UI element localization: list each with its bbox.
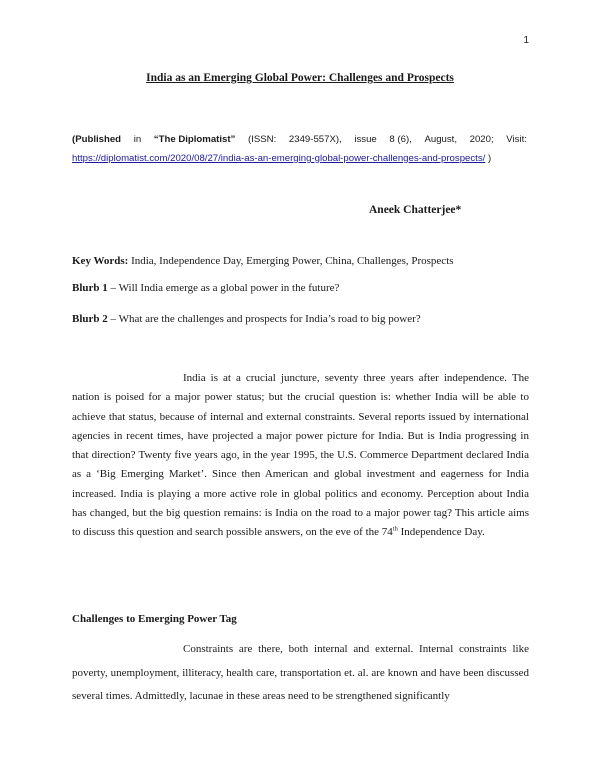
blurb-1-label: Blurb 1: [72, 282, 108, 294]
pub-visit: Visit:: [506, 134, 527, 145]
pub-year: 2020;: [469, 134, 494, 145]
pub-issn-label: (ISSN:: [248, 134, 277, 145]
blurb-2-text: – What are the challenges and prospects for India’s road to big power?: [107, 313, 421, 325]
intro-text-end: Independence Day.: [397, 526, 485, 539]
blurb-1-text: – Will India emerge as a global power in the future?: [107, 282, 340, 294]
section-paragraph: Constraints are there, both internal and external. Internal constraints like poverty, unemployment, illiteracy, health care, transportation et. al. are known and have been discussed several times. Admittedly, lacunae in these areas need to be strengthened significantly: [72, 643, 529, 702]
pub-issue-word: issue: [354, 134, 377, 145]
keywords-label: Key Words:: [72, 255, 129, 267]
pub-open: (Published: [72, 134, 122, 145]
keywords-text: India, Independence Day, Emerging Power, China, Challenges, Prospects: [128, 255, 454, 267]
blurb-1: [72, 282, 339, 294]
intro-superscript: th: [392, 525, 398, 533]
pub-month: August,: [424, 134, 457, 145]
publication-link[interactable]: https://diplomatist.com/2020/08/27/india-as-an-emerging-global-power-challenges-and-prospects/: [72, 153, 486, 164]
publication-info: [72, 130, 527, 168]
pub-in: in: [133, 134, 142, 145]
author-name: Aneek Chatterjee*: [369, 204, 462, 216]
blurb-2-label: Blurb 2: [72, 313, 108, 325]
intro-text: India is at a crucial juncture, seventy three years after independence. The nation is poised for a major power status; but the crucial question is: whether India will be able to achieve that status, because of internal and external constraints. Several reports issued by international agencies in recent times, have projected a major power picture for India. But is India progressing in that direction? Twenty five years ago, in the year 1995, the U.S. Commerce Department declared India as a ‘Big Emerging Market’. Since then American and global investment and eagerness for India increased. India is playing a more active role in global politics and economy. Perception about India has changed, but the big question remains: is India on the road to a major power tag? This article aims to discuss this question and search possible answers, on the eve of the 74: [72, 372, 529, 539]
blurb-2: [72, 313, 421, 325]
intro-paragraph: [72, 369, 529, 543]
page-number: 1: [523, 35, 529, 46]
pub-journal: “The Diplomatist”: [153, 134, 236, 145]
pub-issue: 8 (6),: [389, 134, 412, 145]
pub-issn-number: 2349-557X),: [288, 134, 342, 145]
keywords-line: [72, 255, 454, 267]
pub-close: ): [485, 153, 492, 164]
section-heading: Challenges to Emerging Power Tag: [72, 613, 237, 625]
document-title: India as an Emerging Global Power: Challenges and Prospects: [146, 72, 454, 84]
